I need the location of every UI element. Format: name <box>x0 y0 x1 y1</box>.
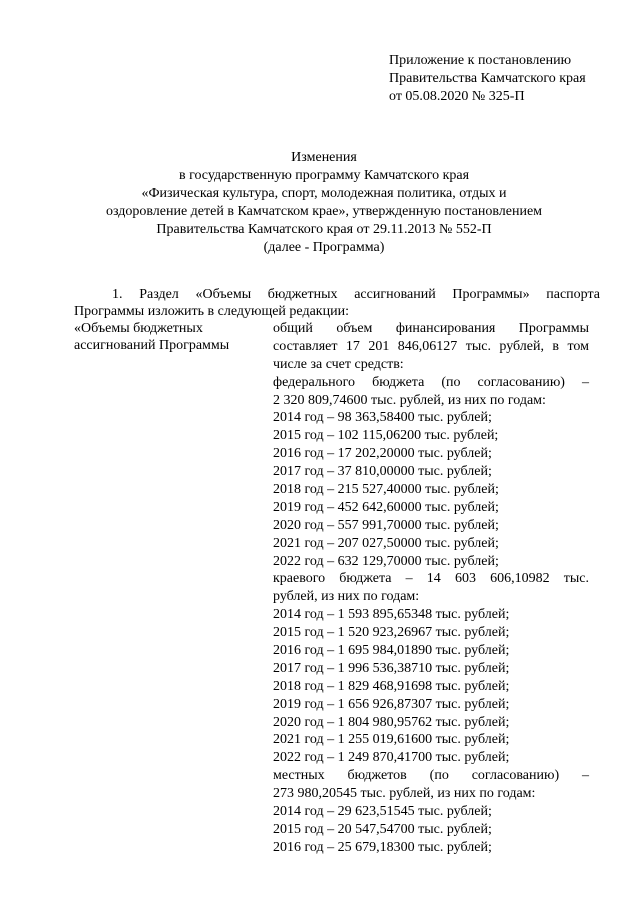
value-line: 2020 год – 557 991,70000 тыс. рублей; <box>273 517 499 533</box>
value-line: 2020 год – 1 804 980,95762 тыс. рублей; <box>273 714 510 730</box>
value-line: 2018 год – 215 527,40000 тыс. рублей; <box>273 482 499 498</box>
appendix-line: Приложение к постановлению <box>389 53 572 68</box>
value-line: 2016 год – 17 202,20000 тыс. рублей; <box>273 446 492 462</box>
value-line: 2019 год – 452 642,60000 тыс. рублей; <box>273 499 499 515</box>
paragraph-line: Программы изложить в следующей редакции: <box>74 304 349 319</box>
value-line: числе за счет средств: <box>273 356 404 372</box>
value-line: местных бюджетов (по согласованию) – <box>273 768 589 784</box>
value-line: 2014 год – 1 593 895,65348 тыс. рублей; <box>273 607 510 623</box>
value-line: 2017 год – 1 996 536,38710 тыс. рублей; <box>273 660 510 676</box>
value-line: 2014 год – 98 363,58400 тыс. рублей; <box>273 410 492 426</box>
value-line: 2 320 809,74600 тыс. рублей, из них по годам: <box>273 392 546 408</box>
label-line: «Объемы бюджетных <box>74 321 203 336</box>
title-line: (далее - Программа) <box>263 240 385 255</box>
value-line: 2014 год – 29 623,51545 тыс. рублей; <box>273 804 492 820</box>
value-line: 2015 год – 102 115,06200 тыс. рублей; <box>273 428 499 444</box>
label-line: ассигнований Программы <box>74 338 230 353</box>
value-line: общий объем финансирования Программы <box>273 321 589 336</box>
value-line: составляет 17 201 846,06127 тыс. рублей, в том <box>273 338 589 354</box>
value-line: федерального бюджета (по согласованию) – <box>273 374 589 390</box>
paragraph-line: 1. Раздел «Объемы бюджетных ассигнований Программы» паспорта <box>112 287 600 302</box>
value-line: рублей, из них по годам: <box>273 589 420 605</box>
document-title <box>74 149 574 257</box>
value-line: 2016 год – 1 695 984,01890 тыс. рублей; <box>273 643 510 659</box>
value-line: 2018 год – 1 829 468,91698 тыс. рублей; <box>273 678 510 694</box>
value-line: 2017 год – 37 810,00000 тыс. рублей; <box>273 464 492 480</box>
appendix-line: Правительства Камчатского края <box>389 71 586 86</box>
value-line: 2016 год – 25 679,18300 тыс. рублей; <box>273 839 492 855</box>
title-line: Изменения <box>291 150 357 165</box>
appendix-header <box>389 52 629 106</box>
value-line: 273 980,20545 тыс. рублей, из них по годам: <box>273 786 536 802</box>
title-line: в государственную программу Камчатского края <box>178 168 470 183</box>
value-line: краевого бюджета – 14 603 606,10982 тыс. <box>273 571 589 587</box>
appendix-line: от 05.08.2020 № 325-П <box>389 89 525 104</box>
title-line: оздоровление детей в Камчатском крае», утвержденную постановлением <box>105 204 543 219</box>
title-line: Правительства Камчатского края от 29.11.2013 № 552-П <box>156 222 492 237</box>
table-value-cell <box>273 320 589 857</box>
title-line: «Физическая культура, спорт, молодежная политика, отдых и <box>141 186 507 201</box>
value-line: 2015 год – 20 547,54700 тыс. рублей; <box>273 821 492 837</box>
value-line: 2015 год – 1 520 923,26967 тыс. рублей; <box>273 625 510 641</box>
section-1-paragraph <box>74 286 600 320</box>
value-line: 2021 год – 207 027,50000 тыс. рублей; <box>273 535 499 551</box>
value-line: 2022 год – 632 129,70000 тыс. рублей; <box>273 553 499 569</box>
value-line: 2021 год – 1 255 019,61600 тыс. рублей; <box>273 732 510 748</box>
value-line: 2022 год – 1 249 870,41700 тыс. рублей; <box>273 750 510 766</box>
value-line: 2019 год – 1 656 926,87307 тыс. рублей; <box>273 696 510 712</box>
table-label-cell <box>74 320 264 354</box>
